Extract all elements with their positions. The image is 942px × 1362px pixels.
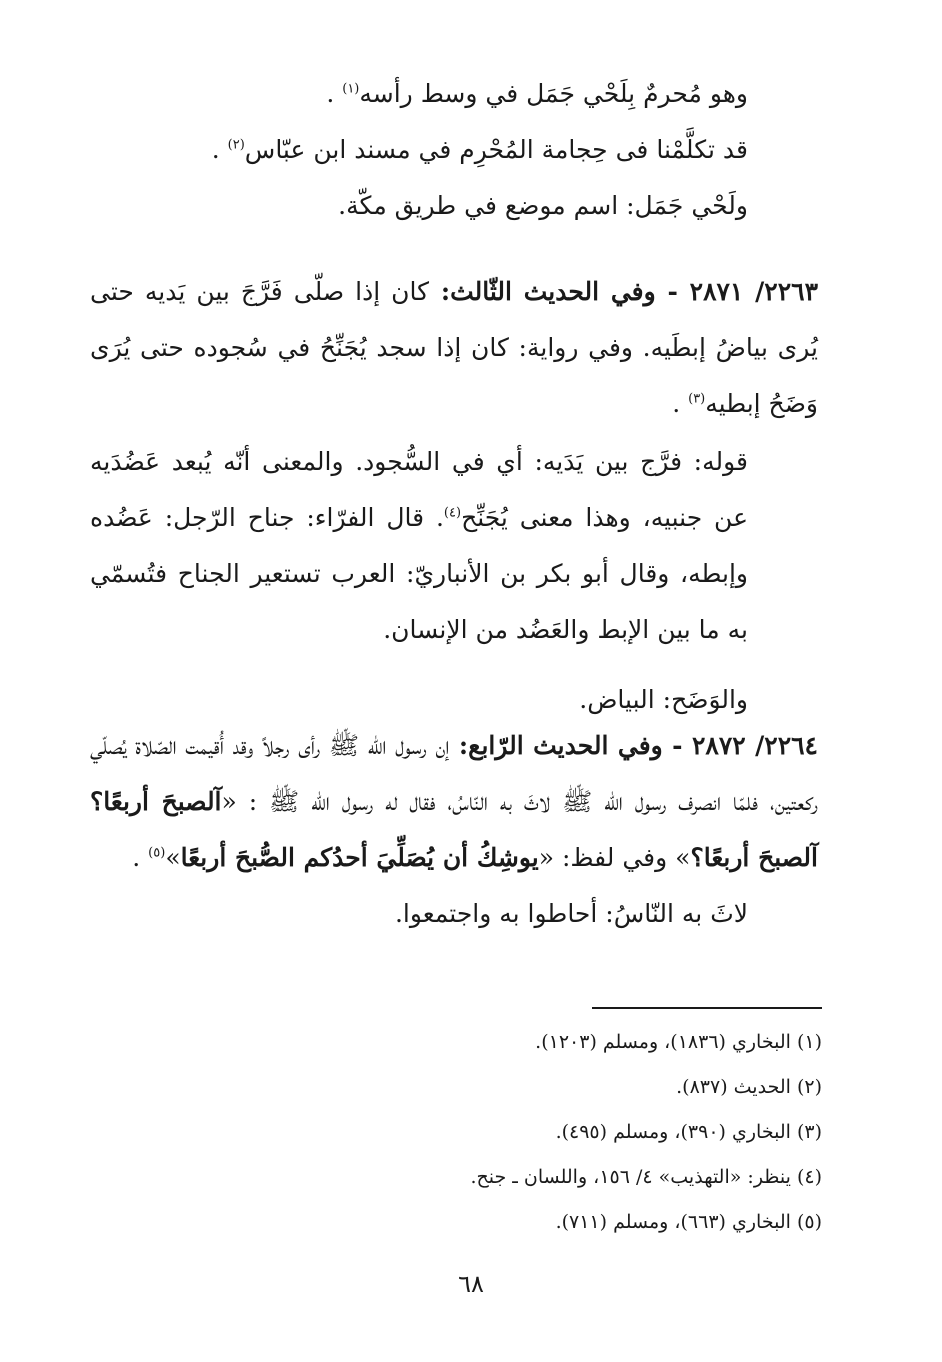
hadith-2872-block bbox=[90, 718, 818, 942]
paragraph-5: والوَضَح: البياض. bbox=[579, 685, 748, 714]
paragraph-2: قد تكلَّمْنا فى حِجامة المُحْرِم في مسند ابن عبّاس$^{(٢)}$ . bbox=[211, 135, 748, 164]
footnote-4: (٤) ينظر: «التهذيب» ٤/ ١٥٦، واللسان ـ جنح. bbox=[470, 1166, 822, 1188]
hadith-2871-block bbox=[90, 264, 818, 432]
footnote-ref-4: (٤) bbox=[443, 505, 462, 521]
hadith-2871: ٢٢٦٣/ ٢٨٧١ - وفي الحديث الثّالث: كان إذا صلّى فَرَّجَ بين يَديه حتى يُرى بياضُ إبطَيه. وفي رواية: كان إذا سجد يُجَنِّحُ في سُجوده حتى يُرَى وَضَحُ إبطيه$^{(٣)}$ . bbox=[90, 277, 818, 418]
hadith-2872: ٢٢٦٤/ ٢٨٧٢ - وفي الحديث الرّابع: إن رسول الله ﷺ رأى رجلاً وقد أُقيمت الصّلاة يُصلّي ركعتين، فلمّا انصرف رسول الله ﷺ لاثَ به النّاسُ، فقال له رسول الله ﷺ : «آلصبحَ أربعًا؟ آلصبحَ أربعًا؟» وفي لفظ: «يوشِكُ أن يُصَلِّيَ أحدُكم الصُّبحَ أربعًا»$^{(٥)}$ . bbox=[90, 731, 818, 872]
footnote-ref-1: (١) bbox=[342, 81, 360, 97]
hadith-quote-1: آلصبحَ أربعًا؟ آلصبحَ أربعًا؟ bbox=[90, 787, 818, 872]
commentary-block bbox=[90, 434, 818, 728]
footnote-ref-5: (٥) bbox=[148, 845, 166, 861]
hadith-title: وفي الحديث الثّالث: bbox=[429, 277, 656, 306]
main-text bbox=[90, 66, 818, 234]
page-number: ٦٨ bbox=[458, 1270, 484, 1298]
hadith-number: ٢٢٦٣/ ٢٨٧١ - bbox=[655, 277, 818, 306]
hadith-number: ٢٢٦٤/ ٢٨٧٢ - bbox=[662, 731, 818, 760]
footnote-2: (٢) الحديث (٨٣٧). bbox=[676, 1076, 822, 1098]
paragraph-6: لاثَ به النّاسُ: أحاطوا به واجتمعوا. bbox=[394, 899, 748, 928]
paragraph-4: قوله: فرَّج بين يَدَيه: أي في السُّجود. والمعنى أنّه يُبعد عَضُدَيه عن جنبيه، وهذا معنى يُجَنِّح$^{(٤)}$. قال الفرّاء: جناح الرّجل: عَضُده وإبطه، وقال أبو بكر بن الأنباريّ: العرب تستعير الجناح فتُسمّي به ما بين الإبط والعَضُد من الإنسان. bbox=[90, 447, 748, 644]
footnote-ref-2: (٢) bbox=[227, 137, 245, 153]
footnote-5: (٥) البخاري (٦٦٣)، ومسلم (٧١١). bbox=[555, 1211, 822, 1233]
paragraph-3: ولَحْي جَمَل: اسم موضع في طريق مكّة. bbox=[338, 191, 748, 220]
hadith-title: وفي الحديث الرّابع: bbox=[449, 731, 663, 760]
footnotes bbox=[90, 1020, 822, 1245]
footnote-3: (٣) البخاري (٣٩٠)، ومسلم (٤٩٥). bbox=[555, 1121, 822, 1143]
paragraph-1: وهو مُحرمٌ بِلَحْي جَمَل في وسط رأسه$^{(١)}$ . bbox=[326, 79, 748, 108]
footnote-1: (١) البخاري (١٨٣٦)، ومسلم (١٢٠٣). bbox=[535, 1031, 822, 1053]
hadith-quote-2: يوشِكُ أن يُصَلِّيَ أحدُكم الصُّبحَ أربعًا bbox=[180, 843, 539, 872]
footnote-ref-3: (٣) bbox=[688, 391, 706, 407]
footnote-divider bbox=[592, 1007, 822, 1009]
